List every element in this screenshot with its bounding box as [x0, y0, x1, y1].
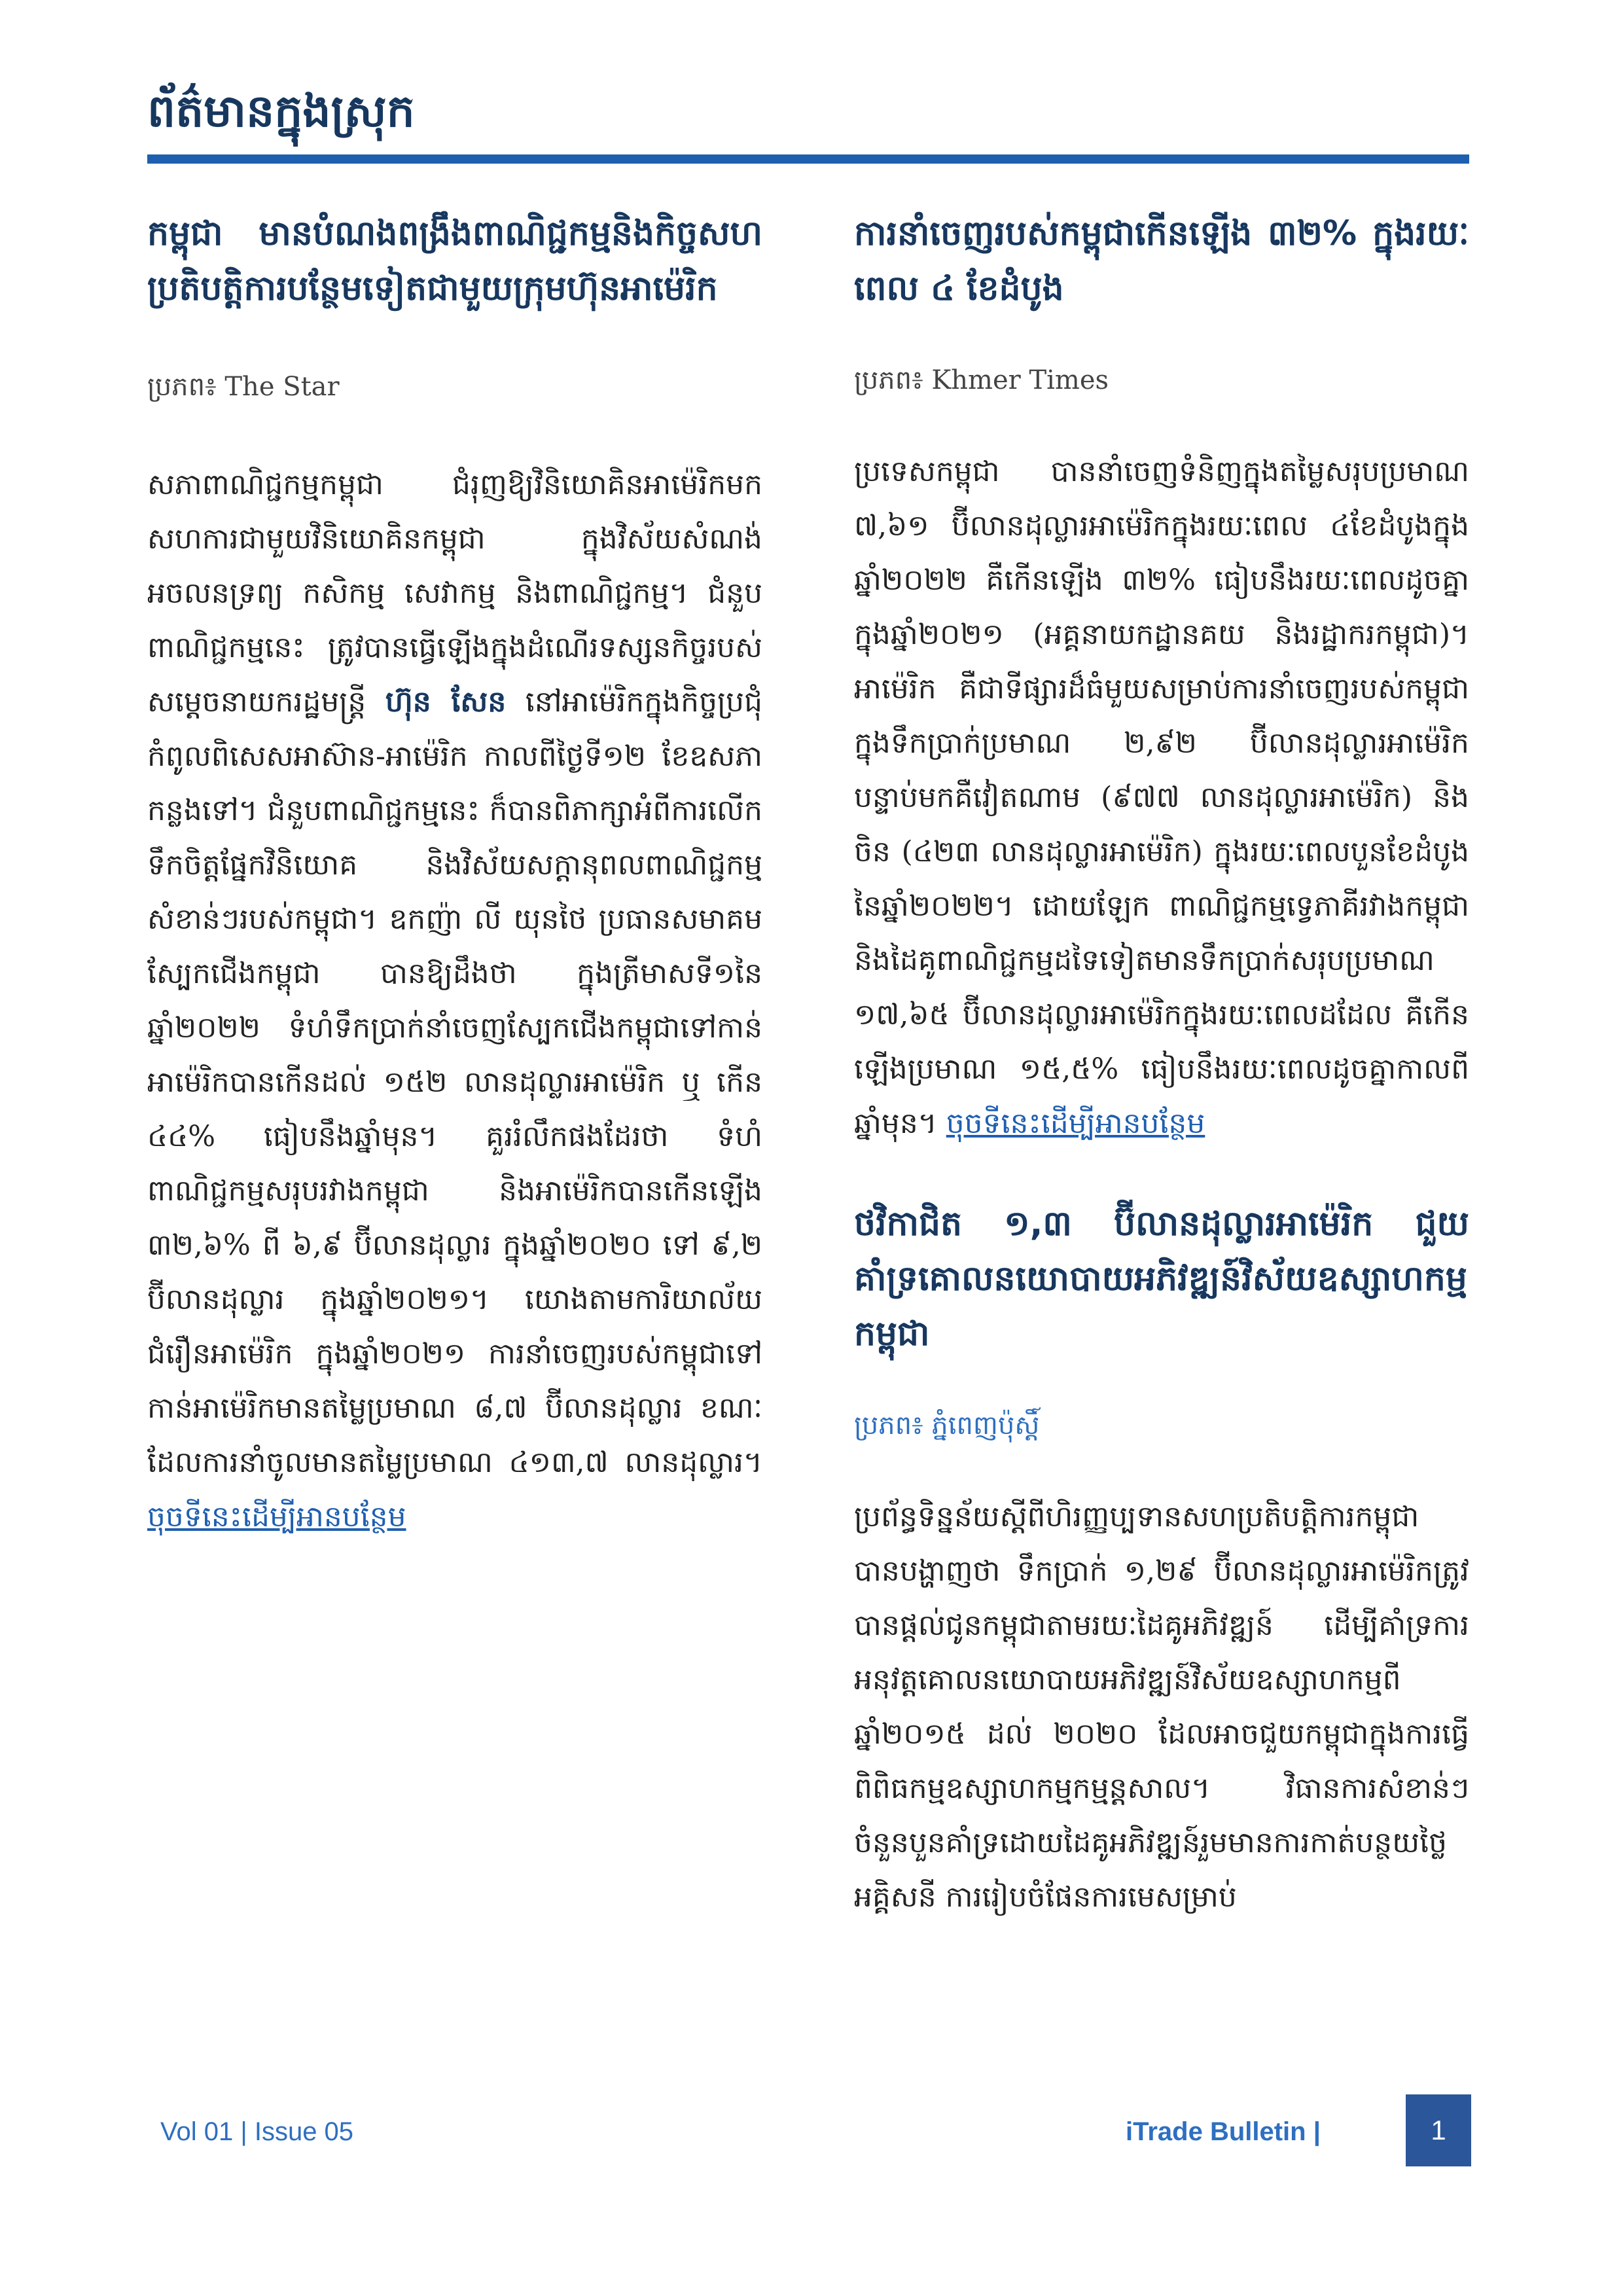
page-number: 1	[1406, 2094, 1471, 2166]
footer-bulletin-name: iTrade Bulletin |	[1126, 2117, 1321, 2146]
article-body-text: ប្រទេសកម្ពុជា បាននាំចេញទំនិញក្នុងតម្លៃសរុបប្រមាណ ៧,៦១ ប៊ីលានដុល្លារអាម៉េរិកក្នុងរយៈពេល ៤ខែដំបូងក្នុងឆ្នាំ២០២២ គឺកើនឡើង ៣២% ធៀបនឹងរយៈពេលដូចគ្នាក្នុងឆ្នាំ២០២១ (អគ្គនាយកដ្ឋានគយ និងរដ្ឋាករកម្ពុជា)។ អាម៉េរិក គឺជាទីផ្សារដ៏ធំមួយសម្រាប់ការនាំចេញរបស់កម្ពុជាក្នុងទឹកប្រាក់ប្រមាណ ២,៩២ ប៊ីលានដុល្លារអាម៉េរិក បន្ទាប់មកគឺវៀតណាម (៩៧៧ លានដុល្លារអាម៉េរិក) និង ចិន (៤២៣ លានដុល្លារអាម៉េរិក) ក្នុងរយៈពេលបួនខែដំបូងនៃឆ្នាំ២០២២។ ដោយឡែក ពាណិជ្ជកម្មទ្វេភាគីរវាងកម្ពុជា និងដៃគូពាណិជ្ជកម្មដទៃទៀតមានទឹកប្រាក់សរុបប្រមាណ ១៧,៦៥ ប៊ីលានដុល្លារអាម៉េរិកក្នុងរយៈពេលដដែល គឺកើនឡើងប្រមាណ ១៥,៥% ធៀបនឹងរយៈពេលដូចគ្នាកាលពីឆ្នាំមុន។	[854, 455, 1469, 1140]
section-title: ព័ត៌មានក្នុងស្រុក	[147, 86, 415, 137]
article-body: ប្រព័ន្ធទិន្នន័យស្តីពីហិរញ្ញប្បទានសហប្រតិបត្តិការកម្ពុជា បានបង្ហាញថា ទឹកប្រាក់ ១,២៩ ប៊ីលានដុល្លារអាម៉េរិកត្រូវបានផ្តល់ជូនកម្ពុជាតាមរយៈដៃគូអភិវឌ្ឍន៍ ដើម្បីគាំទ្រការអនុវត្តគោលនយោបាយអភិវឌ្ឍន៍វិស័យឧស្សាហកម្មពីឆ្នាំ២០១៥ ដល់ ២០២០ ដែលអាចជួយកម្ពុជាក្នុងការធ្វើពិពិធកម្មឧស្សាហកម្មកម្មន្តសាល។ វិធានការសំខាន់ៗចំនួនបួនគាំទ្រដោយដៃគូអភិវឌ្ឍន៍រួមមានការកាត់បន្ថយថ្លៃអគ្គិសនី ការរៀបចំផែនការមេសម្រាប់	[854, 1500, 1469, 1914]
read-more-link[interactable]: ចុចទីនេះដើម្បីអានបន្ថែម	[147, 1500, 406, 1534]
article-headline: ថវិកាជិត ១,៣ ប៊ីលានដុល្លារអាម៉េរិក ជួយគាំទ្រគោលនយោបាយអភិវឌ្ឍន៍វិស័យឧស្សាហកម្មកម្ពុជា	[854, 1204, 1469, 1354]
article-body	[147, 457, 762, 1544]
footer-volume-issue: Vol 01 | Issue 05	[160, 2117, 354, 2146]
left-column	[147, 206, 762, 1590]
article-headline: កម្ពុជា មានបំណងពង្រឹងពាណិជ្ជកម្មនិងកិច្ចសហប្រតិបត្តិការបន្ថែមទៀតជាមួយក្រុមហ៊ុនអាម៉េរិក	[147, 214, 762, 308]
article-body	[854, 444, 1469, 1151]
right-column	[854, 206, 1469, 1970]
article-body-part1: សភាពាណិជ្ជកម្មកម្ពុជា ជំរុញឱ្យវិនិយោគិនអាម៉េរិកមកសហការជាមួយវិនិយោគិនកម្ពុជា ក្នុងវិស័យសំណង់ អចលនទ្រព្យ កសិកម្ម សេវាកម្ម និងពាណិជ្ជកម្ម។ ជំនួបពាណិជ្ជកម្មនេះ ត្រូវបានធ្វើឡើងក្នុងដំណើរទស្សនកិច្ចរបស់សម្តេចនាយករដ្ឋមន្ត្រី	[147, 468, 762, 719]
article-body-part2: នៅអាម៉េរិកក្នុងកិច្ចប្រជុំកំពូលពិសេសអាស៊ាន-អាម៉េរិក កាលពីថ្ងៃទី១២ ខែឧសភា កន្លងទៅ។ ជំនួបពាណិជ្ជកម្មនេះ ក៏បានពិភាក្សាអំពីការលើកទឹកចិត្តផ្នែកវិនិយោគ និងវិស័យសក្តានុពលពាណិជ្ជកម្មសំខាន់ៗរបស់កម្ពុជា។ ឧកញ៉ា លី យុនថៃ ប្រធានសមាគមស្បែកជើងកម្ពុជា បានឱ្យដឹងថា ក្នុងត្រីមាសទី១នៃឆ្នាំ២០២២ ទំហំទឹកប្រាក់នាំចេញស្បែកជើងកម្ពុជាទៅកាន់អាម៉េរិកបានកើនដល់ ១៥២ លានដុល្លារអាម៉េរិក ឬ កើន ៤៤% ធៀបនឹងឆ្នាំមុន។ គួររំលឹកផងដែរថា ទំហំពាណិជ្ជកម្មសរុបរវាងកម្ពុជា និងអាម៉េរិកបានកើនឡើង ៣២,៦% ពី ៦,៩ ប៊ីលានដុល្លារ ក្នុងឆ្នាំ២០២០ ទៅ ៩,២ ប៊ីលានដុល្លារ ក្នុងឆ្នាំ២០២១។ យោងតាមការិយាល័យជំរឿនអាម៉េរិក ក្នុងឆ្នាំ២០២១ ការនាំចេញរបស់កម្ពុជាទៅកាន់អាម៉េរិកមានតម្លៃប្រមាណ ៨,៧ ប៊ីលានដុល្លារ ខណៈដែលការនាំចូលមានតម្លៃប្រមាណ ៤១៣,៧ លានដុល្លារ។	[147, 685, 762, 1479]
title-rule	[147, 154, 1469, 164]
article-source: ប្រភព៖ The Star	[147, 372, 340, 402]
article-body-bold-name: ហ៊ុន សែន	[385, 685, 507, 719]
read-more-link[interactable]: ចុចទីនេះដើម្បីអានបន្ថែម	[946, 1107, 1205, 1140]
article-headline: ការនាំចេញរបស់កម្ពុជាកើនឡើង ៣២% ក្នុងរយៈពេល ៤ ខែដំបូង	[854, 214, 1469, 308]
article-source: ប្រភព៖ Khmer Times	[854, 365, 1109, 395]
article-source: ប្រភព៖ ភ្នំពេញប៉ុស្តិ៍	[854, 1410, 1040, 1441]
